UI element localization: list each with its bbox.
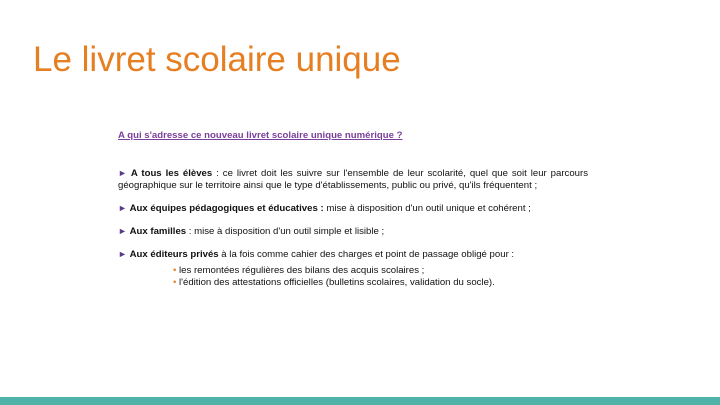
document-content	[118, 130, 588, 289]
dot-bullet-icon: •	[173, 277, 177, 288]
item-text: à la fois comme cahier des charges et point de passage obligé pour :	[218, 249, 515, 260]
list-item	[118, 248, 588, 261]
section-heading: A qui s'adresse ce nouveau livret scolaire unique numérique ?	[118, 130, 403, 141]
item-lead: A tous les élèves	[130, 168, 213, 179]
slide-title: Le livret scolaire unique	[33, 40, 401, 79]
dot-bullet-icon: •	[173, 265, 177, 276]
sub-item-text: les remontées régulières des bilans des acquis scolaires ;	[179, 265, 425, 276]
arrow-bullet-icon: ►	[118, 249, 127, 259]
arrow-bullet-icon: ►	[118, 226, 127, 236]
sub-list-item	[173, 265, 588, 277]
bottom-accent-bar	[0, 397, 720, 405]
item-lead: Aux éditeurs privés	[129, 249, 219, 260]
item-text: : ce livret doit les suivre sur l'ensemble de leur scolarité, quel que soit leur parcours géographique sur le territoire ainsi que le type d'établissements, public ou privé, qu'ils fréquentent ;	[118, 168, 589, 191]
item-lead: Aux familles	[129, 226, 187, 237]
list-item	[118, 167, 588, 192]
sub-list-item	[173, 277, 588, 289]
item-lead: Aux équipes pédagogiques et éducatives :	[129, 203, 324, 214]
item-text: : mise à disposition d'un outil simple et lisible ;	[186, 226, 385, 237]
list-item	[118, 225, 588, 238]
arrow-bullet-icon: ►	[118, 168, 127, 178]
list-item	[118, 202, 588, 215]
arrow-bullet-icon: ►	[118, 203, 127, 213]
sub-item-text: l'édition des attestations officielles (bulletins scolaires, validation du socle).	[179, 277, 495, 288]
item-text: mise à disposition d'un outil unique et cohérent ;	[323, 203, 531, 214]
sub-list	[173, 265, 588, 289]
